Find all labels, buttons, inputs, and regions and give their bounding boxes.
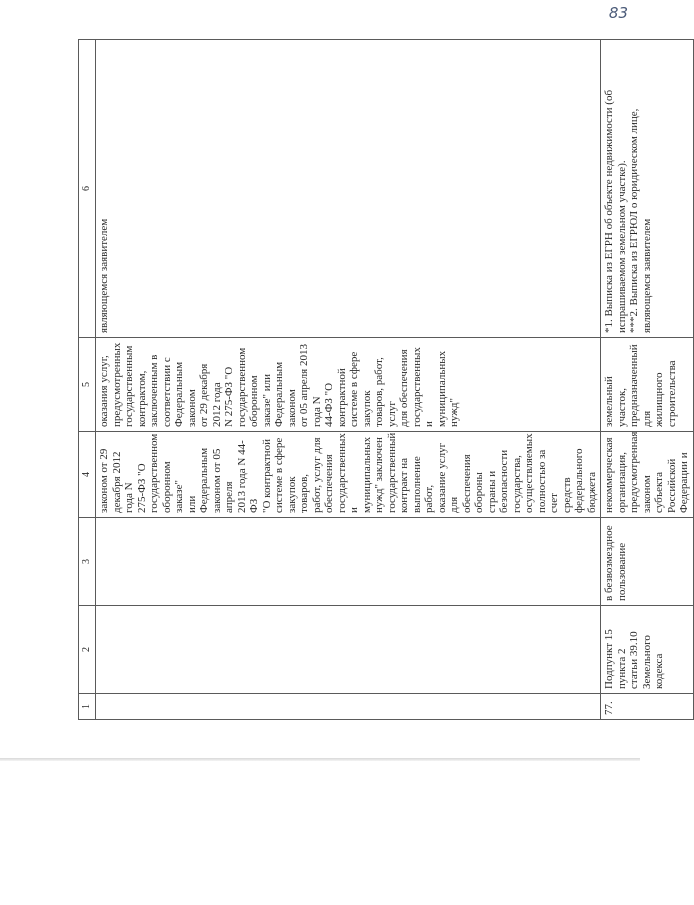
page-number: 83: [608, 4, 628, 22]
cell-documents: являющемся заявителем: [96, 40, 601, 338]
table-row-77: [601, 40, 694, 720]
cell-legal-basis: Подпункт 15 пункта 2 статьи 39.10 Земельного кодекса: [601, 606, 694, 694]
cell-legal-basis: [96, 606, 601, 694]
cell-number: 77.: [601, 694, 694, 720]
rotated-table-container: [78, 40, 690, 720]
header-cell-2: 2: [79, 606, 96, 694]
cell-right-type: в безвозмездное пользование: [601, 518, 694, 606]
header-cell-6: 6: [79, 40, 96, 338]
header-cell-3: 3: [79, 518, 96, 606]
header-cell-4: 4: [79, 432, 96, 518]
header-cell-5: 5: [79, 338, 96, 432]
cell-applicant: некоммерческая организация, предусмотренная законом субъекта Российской Федерации и: [601, 432, 694, 518]
cell-number: [96, 694, 601, 720]
cell-right-type: [96, 518, 601, 606]
cell-land-plot: земельный участок, предназначенный для жилищного строительства: [601, 338, 694, 432]
header-cell-1: 1: [79, 694, 96, 720]
scan-edge-shadow: [0, 758, 640, 761]
cell-applicant: законом от 29 декабря 2012 года N 275-ФЗ "О государственном оборонном заказе" или Федеральным законом от 05 апреля 2013 года N 44-ФЗ "О контрактной системе в сфере закупок товаров, работ, услуг для обеспечения государственных и муниципальных нужд" заключен государственный контракт на выполнение работ, оказание услуг для обеспечения обороны страны и безопасности государства, осуществляемых полностью за счет средств федерального бюджета: [96, 432, 601, 518]
document-table: [78, 39, 694, 720]
table-row-continuation: [96, 40, 601, 720]
cell-land-plot: оказания услуг, предусмотренных государственным контрактом, заключенным в соответствии с Федеральным законом от 29 декабря 2012 года N 275-ФЗ "О государственном оборонном заказе" или Федеральным законом от 05 апреля 2013 года N 44-ФЗ "О контрактной системе в сфере закупок товаров, работ, услуг для обеспечения государственных и муниципальных нужд": [96, 338, 601, 432]
table-header-row: [79, 40, 96, 720]
cell-documents: *1. Выписка из ЕГРН об объекте недвижимости (об испрашиваемом земельном участке). ***2. Выписка из ЕГРЮЛ о юридическом лице, являющемся заявителем: [601, 40, 694, 338]
